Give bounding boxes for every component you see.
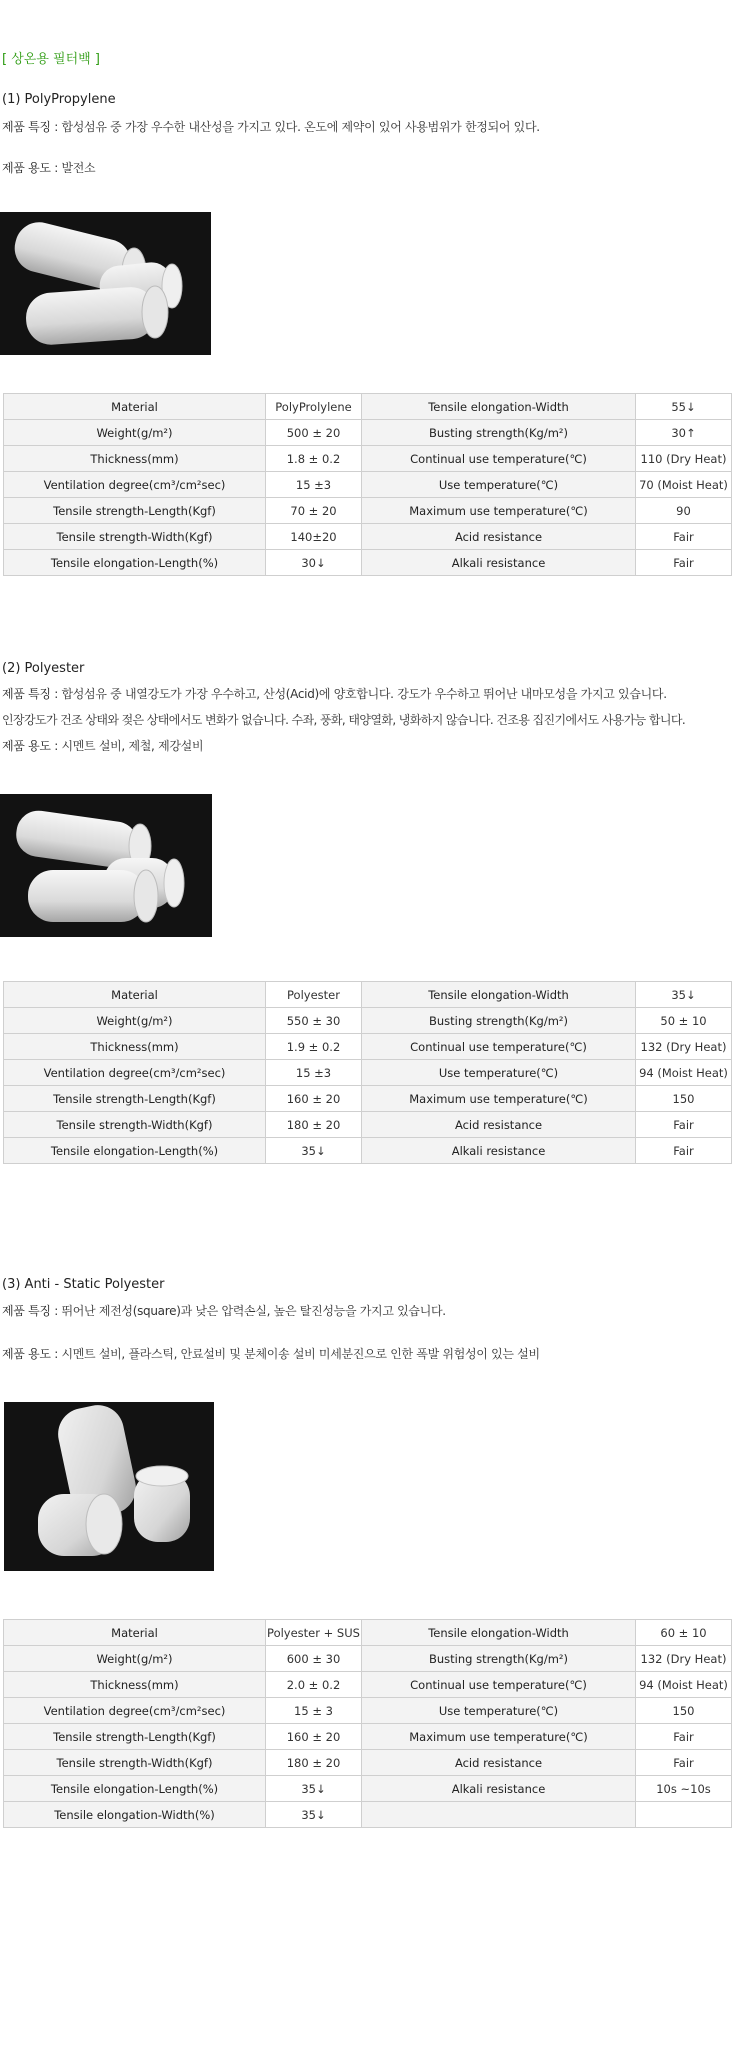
spec-property-cell: Weight(g/m²) — [4, 1646, 266, 1672]
section-2-product-photo — [0, 794, 212, 937]
section-3-title: (3) Anti - Static Polyester — [2, 1277, 165, 1292]
spec-value-cell: Fair — [636, 1750, 732, 1776]
usage-label: 제품 용도 — [2, 161, 51, 175]
section-2-feature — [2, 685, 667, 702]
spec-property-cell — [362, 1802, 636, 1828]
spec-property-cell: Acid resistance — [362, 1112, 636, 1138]
table-row — [4, 1646, 732, 1672]
spec-value-cell: 35↓ — [266, 1802, 362, 1828]
spec-value-cell: Polyester + SUS — [266, 1620, 362, 1646]
table-row — [4, 1138, 732, 1164]
section-3-feature — [2, 1302, 446, 1319]
spec-property-cell: Weight(g/m²) — [4, 1008, 266, 1034]
spec-value-cell: 150 — [636, 1086, 732, 1112]
spec-value-cell: Polyester — [266, 982, 362, 1008]
spec-property-cell: Continual use temperature(℃) — [362, 1672, 636, 1698]
table-row — [4, 524, 732, 550]
spec-property-cell: Tensile strength-Width(Kgf) — [4, 1112, 266, 1138]
spec-value-cell: 94 (Moist Heat) — [636, 1672, 732, 1698]
feature-text: : 뛰어난 제전성(square)과 낮은 압력손실, 높은 탈진성능을 가지고 있습니다. — [50, 1304, 446, 1318]
table-row — [4, 1802, 732, 1828]
spec-value-cell: 90 — [636, 498, 732, 524]
table-row — [4, 1672, 732, 1698]
table-row — [4, 1620, 732, 1646]
spec-value-cell: 160 ± 20 — [266, 1724, 362, 1750]
spec-value-cell — [636, 1802, 732, 1828]
spec-property-cell: Tensile strength-Length(Kgf) — [4, 498, 266, 524]
spec-property-cell: Use temperature(℃) — [362, 1060, 636, 1086]
spec-value-cell: 35↓ — [266, 1776, 362, 1802]
spec-property-cell: Tensile strength-Length(Kgf) — [4, 1086, 266, 1112]
spec-property-cell: Alkali resistance — [362, 1776, 636, 1802]
table-row — [4, 1724, 732, 1750]
spec-value-cell: 30↑ — [636, 420, 732, 446]
spec-value-cell: 180 ± 20 — [266, 1112, 362, 1138]
spec-property-cell: Tensile strength-Length(Kgf) — [4, 1724, 266, 1750]
spec-property-cell: Thickness(mm) — [4, 1672, 266, 1698]
table-row — [4, 1698, 732, 1724]
section-2-title: (2) Polyester — [2, 661, 85, 676]
spec-value-cell: 35↓ — [636, 982, 732, 1008]
table-row — [4, 550, 732, 576]
spec-value-cell: 600 ± 30 — [266, 1646, 362, 1672]
spec-property-cell: Tensile elongation-Length(%) — [4, 550, 266, 576]
section-1-title: (1) PolyPropylene — [2, 92, 116, 107]
spec-value-cell: 55↓ — [636, 394, 732, 420]
spec-property-cell: Tensile strength-Width(Kgf) — [4, 1750, 266, 1776]
spec-property-cell: Material — [4, 1620, 266, 1646]
spec-property-cell: Use temperature(℃) — [362, 1698, 636, 1724]
spec-property-cell: Tensile elongation-Width — [362, 394, 636, 420]
spec-value-cell: PolyProlylene — [266, 394, 362, 420]
spec-property-cell: Tensile strength-Width(Kgf) — [4, 524, 266, 550]
spec-value-cell: 550 ± 30 — [266, 1008, 362, 1034]
spec-property-cell: Material — [4, 394, 266, 420]
spec-value-cell: 60 ± 10 — [636, 1620, 732, 1646]
table-row — [4, 498, 732, 524]
spec-value-cell: 140±20 — [266, 524, 362, 550]
spec-value-cell: 1.8 ± 0.2 — [266, 446, 362, 472]
table-row — [4, 1086, 732, 1112]
spec-property-cell: Continual use temperature(℃) — [362, 446, 636, 472]
section-1-usage — [2, 159, 95, 176]
table-row — [4, 1750, 732, 1776]
spec-property-cell: Maximum use temperature(℃) — [362, 1724, 636, 1750]
spec-property-cell: Tensile elongation-Length(%) — [4, 1776, 266, 1802]
spec-value-cell: 70 (Moist Heat) — [636, 472, 732, 498]
spec-value-cell: Fair — [636, 524, 732, 550]
table-row — [4, 982, 732, 1008]
spec-value-cell: 94 (Moist Heat) — [636, 1060, 732, 1086]
table-row — [4, 1776, 732, 1802]
spec-value-cell: 150 — [636, 1698, 732, 1724]
spec-value-cell: 110 (Dry Heat) — [636, 446, 732, 472]
table-row — [4, 472, 732, 498]
section-1-product-photo — [0, 212, 211, 355]
spec-value-cell: 70 ± 20 — [266, 498, 362, 524]
usage-text: : 시멘트 설비, 제철, 제강설비 — [50, 739, 204, 753]
usage-label: 제품 용도 — [2, 1347, 51, 1361]
spec-property-cell: Continual use temperature(℃) — [362, 1034, 636, 1060]
spec-value-cell: 160 ± 20 — [266, 1086, 362, 1112]
spec-value-cell: 132 (Dry Heat) — [636, 1034, 732, 1060]
spec-property-cell: Alkali resistance — [362, 550, 636, 576]
spec-property-cell: Ventilation degree(cm³/cm²sec) — [4, 472, 266, 498]
spec-property-cell: Busting strength(Kg/m²) — [362, 420, 636, 446]
spec-property-cell: Ventilation degree(cm³/cm²sec) — [4, 1060, 266, 1086]
spec-property-cell: Thickness(mm) — [4, 1034, 266, 1060]
spec-value-cell: 132 (Dry Heat) — [636, 1646, 732, 1672]
spec-property-cell: Maximum use temperature(℃) — [362, 1086, 636, 1112]
spec-property-cell: Busting strength(Kg/m²) — [362, 1008, 636, 1034]
table-row — [4, 1060, 732, 1086]
page-heading: [ 상온용 필터백 ] — [2, 52, 100, 67]
spec-property-cell: Acid resistance — [362, 524, 636, 550]
section-2-spec-table — [3, 981, 732, 1164]
spec-property-cell: Thickness(mm) — [4, 446, 266, 472]
table-row — [4, 1034, 732, 1060]
section-3-spec-table — [3, 1619, 732, 1828]
feature-label: 제품 특징 — [2, 120, 51, 134]
spec-property-cell: Tensile elongation-Width — [362, 1620, 636, 1646]
table-row — [4, 1112, 732, 1138]
spec-property-cell: Acid resistance — [362, 1750, 636, 1776]
table-row — [4, 420, 732, 446]
table-row — [4, 394, 732, 420]
spec-value-cell: 1.9 ± 0.2 — [266, 1034, 362, 1060]
spec-value-cell: Fair — [636, 1138, 732, 1164]
spec-value-cell: Fair — [636, 550, 732, 576]
usage-text: : 시멘트 설비, 플라스틱, 안료설비 및 분체이송 설비 미세분진으로 인한 폭발 위험성이 있는 설비 — [50, 1347, 540, 1361]
spec-value-cell: 50 ± 10 — [636, 1008, 732, 1034]
feature-label: 제품 특징 — [2, 1304, 51, 1318]
spec-value-cell: 15 ±3 — [266, 472, 362, 498]
table-row — [4, 1008, 732, 1034]
section-3-usage — [2, 1345, 540, 1362]
spec-property-cell: Material — [4, 982, 266, 1008]
spec-property-cell: Tensile elongation-Width — [362, 982, 636, 1008]
spec-property-cell: Ventilation degree(cm³/cm²sec) — [4, 1698, 266, 1724]
spec-property-cell: Maximum use temperature(℃) — [362, 498, 636, 524]
usage-text: : 발전소 — [50, 161, 96, 175]
section-1-feature — [2, 118, 540, 135]
spec-value-cell: 30↓ — [266, 550, 362, 576]
spec-value-cell: 180 ± 20 — [266, 1750, 362, 1776]
spec-value-cell: Fair — [636, 1112, 732, 1138]
spec-value-cell: 15 ± 3 — [266, 1698, 362, 1724]
table-row — [4, 446, 732, 472]
section-2-usage — [2, 737, 203, 754]
spec-property-cell: Tensile elongation-Length(%) — [4, 1138, 266, 1164]
section-1-spec-table — [3, 393, 732, 576]
feature-label: 제품 특징 — [2, 687, 51, 701]
spec-property-cell: Alkali resistance — [362, 1138, 636, 1164]
spec-value-cell: 15 ±3 — [266, 1060, 362, 1086]
usage-label: 제품 용도 — [2, 739, 51, 753]
section-2-feature-continued: 인장강도가 건조 상태와 젖은 상태에서도 변화가 없습니다. 수좌, 풍화, 태양열화, 냉화하지 않습니다. 건조용 집진기에서도 사용가능 합니다. — [2, 713, 686, 727]
feature-text: : 합성섬유 중 내열강도가 가장 우수하고, 산성(Acid)에 양호합니다. 강도가 우수하고 뛰어난 내마모성을 가지고 있습니다. — [50, 687, 667, 701]
section-3-product-photo — [4, 1402, 214, 1571]
spec-property-cell: Tensile elongation-Width(%) — [4, 1802, 266, 1828]
spec-value-cell: 10s ~10s — [636, 1776, 732, 1802]
spec-value-cell: Fair — [636, 1724, 732, 1750]
spec-property-cell: Busting strength(Kg/m²) — [362, 1646, 636, 1672]
spec-property-cell: Weight(g/m²) — [4, 420, 266, 446]
feature-text: : 합성섬유 중 가장 우수한 내산성을 가지고 있다. 온도에 제약이 있어 사용범위가 한정되어 있다. — [50, 120, 540, 134]
spec-value-cell: 2.0 ± 0.2 — [266, 1672, 362, 1698]
spec-value-cell: 35↓ — [266, 1138, 362, 1164]
spec-property-cell: Use temperature(℃) — [362, 472, 636, 498]
spec-value-cell: 500 ± 20 — [266, 420, 362, 446]
